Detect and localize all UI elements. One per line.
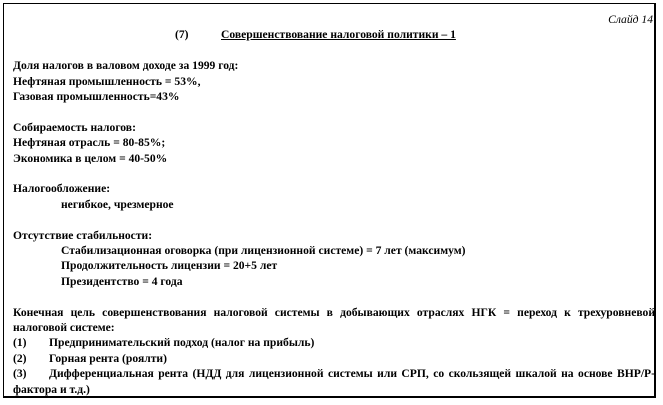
stability-heading: Отсутствие стабильности: [13,228,153,242]
slide-title [13,27,655,42]
goal-item-text: Дифференциальная рента (НДД для лицензионной системы или СРП, со скользящей шкалой на основе ВНР/Р-фактора и т.д.) [13,367,655,396]
tax-share-heading: Доля налогов в валовом доходе за 1999 год: [13,59,239,73]
spacer [13,166,655,181]
collection-oil-sector: Нефтяная отрасль = 80-85%; [13,136,166,150]
spacer [13,212,655,227]
goal-list-item [13,351,655,366]
goal-item-text: Предпринимательский подход (налог на прибыль) [49,336,315,350]
slide-content [13,12,655,397]
tax-share-gas: Газовая промышленность=43% [13,90,180,103]
stability-item: Президентство = 4 года [61,274,183,288]
tax-share-oil: Нефтяная промышленность = 53%, [13,74,201,88]
goal-item-text: Горная рента (роялти) [49,351,167,365]
goal-paragraph: Конечная цель совершенствования налоговой системы в добывающих отраслях НГК = переход к трехуровневой налоговой системе: [13,305,655,335]
goal-list-item [13,335,655,350]
title-number: (7) [175,28,189,42]
title-text: Совершенствование налоговой политики – 1 [221,28,456,42]
goal-item-number: (1) [13,336,27,350]
spacer [13,104,655,119]
collection-heading: Собираемость налогов: [13,120,136,134]
slide-number: Слайд 14 [608,13,653,26]
goal-item-number: (3) [13,367,27,381]
taxation-description: негибкое, чрезмерное [61,197,174,211]
taxation-heading: Налогообложение: [13,182,111,196]
stability-item: Продолжительность лицензии = 20+5 лет [61,259,278,273]
collection-economy: Экономика в целом = 40-50% [13,151,168,165]
goal-list-item-wrapped [13,366,655,397]
slide-frame [3,3,656,398]
stability-item: Стабилизационная оговорка (при лицензионной системе) = 7 лет (максимум) [61,244,466,258]
goal-item-number: (2) [13,351,27,365]
spacer [13,43,655,58]
spacer [13,289,655,304]
